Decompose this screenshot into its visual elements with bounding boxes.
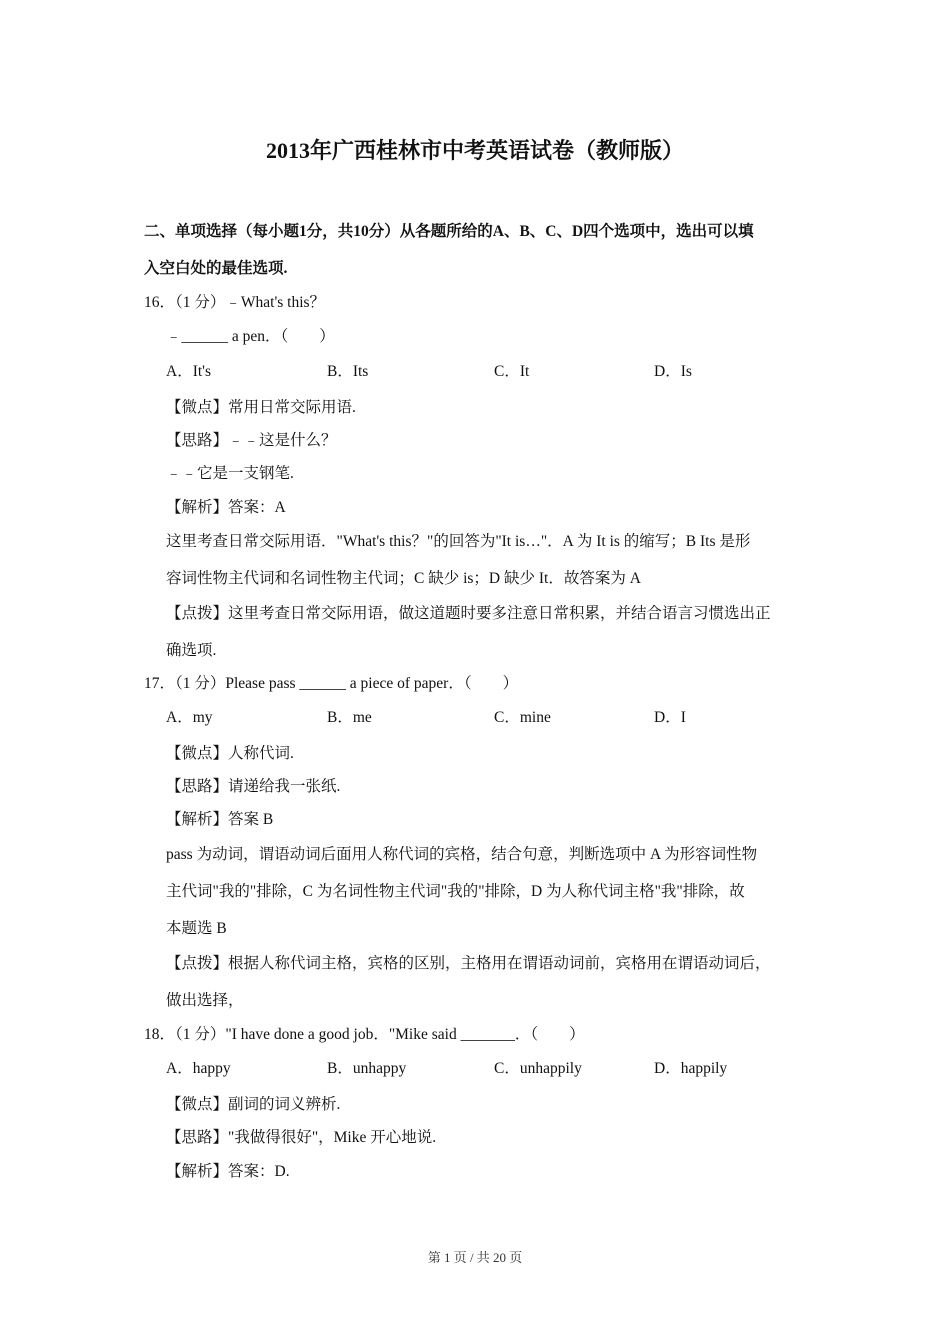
q16-analysis-line2: 容词性物主代词和名词性物主代词；C 缺少 is；D 缺少 It．故答案为 A <box>166 570 641 587</box>
q17-stem: 17．（1 分）Please pass ______ a piece of paper．（ ） <box>144 675 519 692</box>
q16-stem-line2: ﹣______ a pen．（ ） <box>166 328 335 345</box>
q17-option-c: C．mine <box>494 709 551 726</box>
q16-analysis-line1: 这里考查日常交际用语．"What's this？"的回答为"It is…"．A 为 It is 的缩写；B Its 是形 <box>166 533 751 550</box>
q17-dianbo-line1: 【点拨】根据人称代词主格，宾格的区别，主格用在谓语动词前，宾格用在谓语动词后， <box>166 955 771 972</box>
q16-option-d: D．Is <box>654 363 692 380</box>
q16-jiexi: 【解析】答案：A <box>166 499 286 516</box>
q18-silu: 【思路】"我做得很好"，Mike 开心地说. <box>166 1129 437 1146</box>
q17-option-b: B．me <box>327 709 372 726</box>
q18-stem: 18．（1 分）"I have done a good job．"Mike said _______．（ ） <box>144 1026 585 1043</box>
section-heading-line2: 入空白处的最佳选项. <box>144 260 288 277</box>
q16-option-a: A．It's <box>166 363 211 380</box>
q17-option-d: D．I <box>654 709 686 726</box>
q17-jiexi: 【解析】答案 B <box>166 811 274 828</box>
q18-option-a: A．happy <box>166 1060 231 1077</box>
q17-weidian: 【微点】人称代词. <box>166 745 294 762</box>
q18-weidian: 【微点】副词的词义辨析. <box>166 1096 341 1113</box>
q17-dianbo-line2: 做出选择， <box>166 992 244 1009</box>
q16-silu: 【思路】﹣﹣这是什么？ <box>166 432 337 449</box>
q17-analysis-line2: 主代词"我的"排除，C 为名词性物主代词"我的"排除，D 为人称代词主格"我"排除，故 <box>166 883 745 900</box>
q18-option-c: C．unhappily <box>494 1060 582 1077</box>
section-heading-line1: 二、单项选择（每小题1分，共10分）从各题所给的A、B、C、D四个选项中，选出可以填 <box>144 223 754 240</box>
q17-analysis-line3: 本题选 B <box>166 920 227 937</box>
q16-dianbo-line1: 【点拨】这里考查日常交际用语，做这道题时要多注意日常积累，并结合语言习惯选出正 <box>166 605 771 622</box>
q16-silu-line2: ﹣﹣它是一支钢笔. <box>166 465 294 482</box>
q17-analysis-line1: pass 为动词，谓语动词后面用人称代词的宾格，结合句意，判断选项中 A 为形容词性物 <box>166 846 758 863</box>
q18-option-d: D．happily <box>654 1060 728 1077</box>
q16-option-b: B．Its <box>327 363 369 380</box>
q16-weidian: 【微点】常用日常交际用语. <box>166 399 356 416</box>
q18-option-b: B．unhappy <box>327 1060 407 1077</box>
q16-dianbo-line2: 确选项. <box>166 642 217 659</box>
q16-stem: 16．（1 分）﹣What's this？ <box>144 294 326 311</box>
q18-jiexi: 【解析】答案：D. <box>166 1163 290 1180</box>
q16-option-c: C．It <box>494 363 530 380</box>
q17-silu: 【思路】请递给我一张纸. <box>166 778 341 795</box>
page-title: 2013年广西桂林市中考英语试卷（教师版） <box>265 138 684 163</box>
q17-option-a: A．my <box>166 709 213 726</box>
page-footer: 第 1 页 / 共 20 页 <box>427 1250 523 1265</box>
